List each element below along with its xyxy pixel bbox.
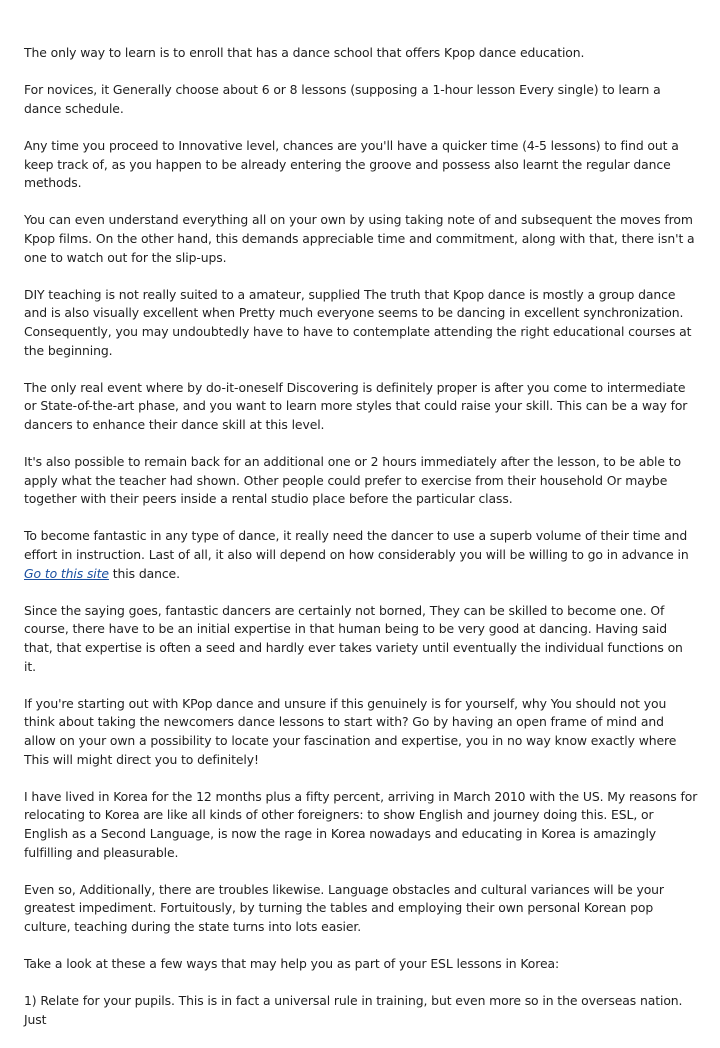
paragraph-4: You can even understand everything all on your own by using taking note of and subsequent the moves from Kpop films. On the other hand, this demands appreciable time and commitment, along with that, there isn't a one to watch out for the slip-ups. <box>24 212 695 265</box>
paragraph-8-text-after: this dance. <box>108 565 180 581</box>
paragraph-7: It's also possible to remain back for an additional one or 2 hours immediately after the lesson, to be able to apply what the teacher had shown. Other people could prefer to exercise from their household Or maybe together with their peers inside a rental studio place before the particular class. <box>24 454 681 507</box>
paragraph-1: The only way to learn is to enroll that has a dance school that offers Kpop dance education. <box>24 45 585 60</box>
paragraph-5: DIY teaching is not really suited to a amateur, supplied The truth that Kpop dance is mostly a group dance and is also visually excellent when Pretty much everyone seems to be dancing in excellent synchronization. Consequently, you may undoubtedly have to have to contemplate attending the right educational courses at the beginning. <box>24 286 692 358</box>
paragraph-12: Even so, Additionally, there are troubles likewise. Language obstacles and cultural variances will be your greatest impediment. Fortuitously, by turning the tables and employing their own personal Korean pop culture, teaching during the state turns into lots easier. <box>24 881 664 934</box>
paragraph-14: 1) Relate for your pupils. This is in fact a universal rule in training, but even more so in the overseas nation. Just <box>24 993 683 1027</box>
paragraph-13: Take a look at these a few ways that may help you as part of your ESL lessons in Korea: <box>24 956 560 972</box>
article-body <box>24 44 698 1048</box>
paragraph-2: For novices, it Generally choose about 6 or 8 lessons (supposing a 1-hour lesson Every single) to learn a dance schedule. <box>24 82 661 116</box>
paragraph-10: If you're starting out with KPop dance and unsure if this genuinely is for yourself, why You should not you think about taking the newcomers dance lessons to start with? Go by having an open frame of mind and allow on your own a possibility to locate your fascination and expertise, you in no way know exactly where This will might direct you to definitely! <box>24 695 677 767</box>
paragraph-11: I have lived in Korea for the 12 months plus a fifty percent, arriving in March 2010 with the US. My reasons for relocating to Korea are like all kinds of other foreigners: to show English and journey doing this. ESL, or English as a Second Language, is now the rage in Korea nowadays and educating in Korea is amazingly fulfilling and pleasurable. <box>24 788 698 860</box>
paragraph-8-text-before: To become fantastic in any type of dance, it really need the dancer to use a superb volume of their time and effort in instruction. Last of all, it also will depend on how considerably you will be willing to go in advance in <box>24 528 689 563</box>
paragraph-6: The only real event where by do-it-oneself Discovering is definitely proper is after you come to intermediate or State-of-the-art phase, and you want to learn more styles that could raise your skill. This can be a way for dancers to enhance their dance skill at this level. <box>24 379 688 432</box>
go-to-this-site-link[interactable]: Go to this site <box>24 565 109 581</box>
paragraph-8-with-link <box>24 527 698 583</box>
paragraph-3: Any time you proceed to Innovative level, chances are you'll have a quicker time (4-5 lessons) to find out a keep track of, as you happen to be already entering the groove and possess also learnt the regular dance methods. <box>24 137 679 191</box>
paragraph-9: Since the saying goes, fantastic dancers are certainly not borned, They can be skilled to become one. Of course, there have to be an initial expertise in that human being to be very good at dancing. Having said that, that expertise is often a seed and hardly ever takes variety until eventually the individual functions on it. <box>24 602 683 674</box>
